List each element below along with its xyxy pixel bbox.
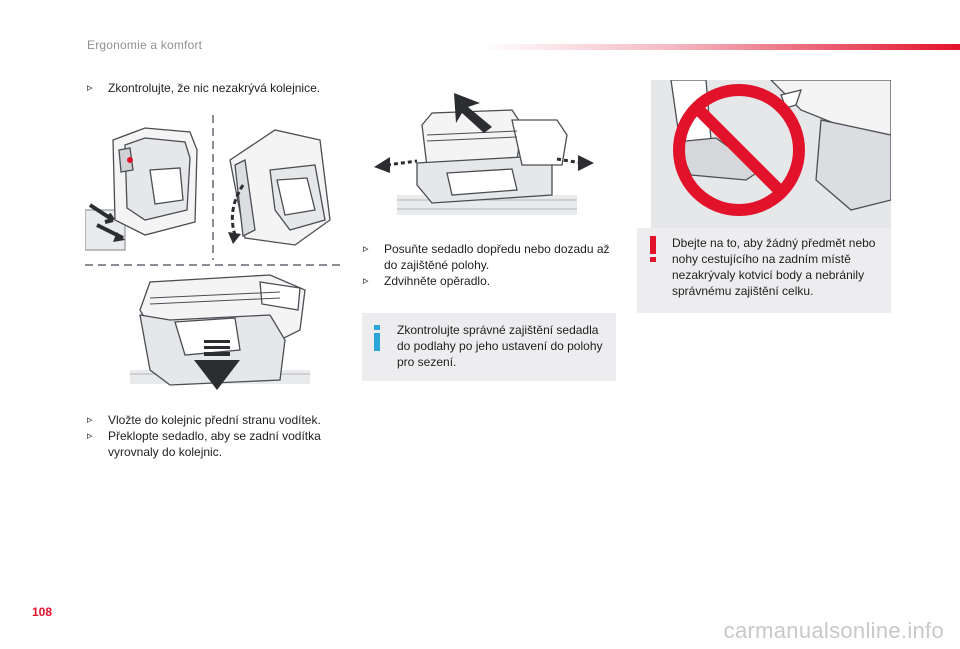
bullet-text: Zkontrolujte, že nic nezakrývá kolejnice. (108, 81, 321, 95)
bullet-item (363, 241, 618, 273)
seat-sliding-illustration (372, 85, 597, 225)
bullet-item (87, 428, 347, 460)
watermark: carmanualsonline.info (723, 618, 944, 643)
bullet-text: Zdvihněte opěradlo. (384, 274, 491, 288)
bullet-text: Posuňte sedadlo dopředu nebo dozadu až do zajištěné polohy. (384, 242, 610, 272)
bullet-marker: ▹ (87, 82, 93, 94)
info-note (362, 313, 616, 381)
bullet-item (87, 412, 347, 428)
info-icon (372, 323, 382, 353)
exclamation-icon (648, 234, 658, 264)
bullet-item (87, 80, 368, 96)
bullet-marker: ▹ (363, 275, 369, 287)
bullet-text: Vložte do kolejnic přední stranu vodítek. (108, 413, 321, 427)
seat-insertion-illustration (85, 110, 340, 270)
middle-bullet-list (363, 241, 618, 289)
seat-lowering-illustration (130, 270, 310, 395)
bullet-item (363, 273, 618, 289)
bottom-bullet-list (87, 412, 347, 460)
warning-note (637, 228, 891, 313)
bullet-text: Překlopte sedadlo, aby se zadní vodítka vyrovnaly do kolejnic. (108, 429, 321, 459)
warning-note-text: Dbejte na to, aby žádný předmět nebo nohy cestujícího na zadním místě nezakrývaly kotvicí body a nebránily správnému zajištění celku. (672, 236, 876, 298)
bullet-marker: ▹ (363, 243, 369, 255)
section-title: Ergonomie a komfort (87, 38, 203, 52)
page-number: 108 (32, 605, 53, 619)
header-accent-line (480, 44, 960, 50)
info-note-text: Zkontrolujte správné zajištění sedadla do podlahy po jeho ustavení do polohy pro sezení. (397, 323, 603, 369)
obstruction-warning-illustration (651, 80, 891, 230)
bullet-marker: ▹ (87, 430, 93, 442)
bullet-marker: ▹ (87, 414, 93, 426)
